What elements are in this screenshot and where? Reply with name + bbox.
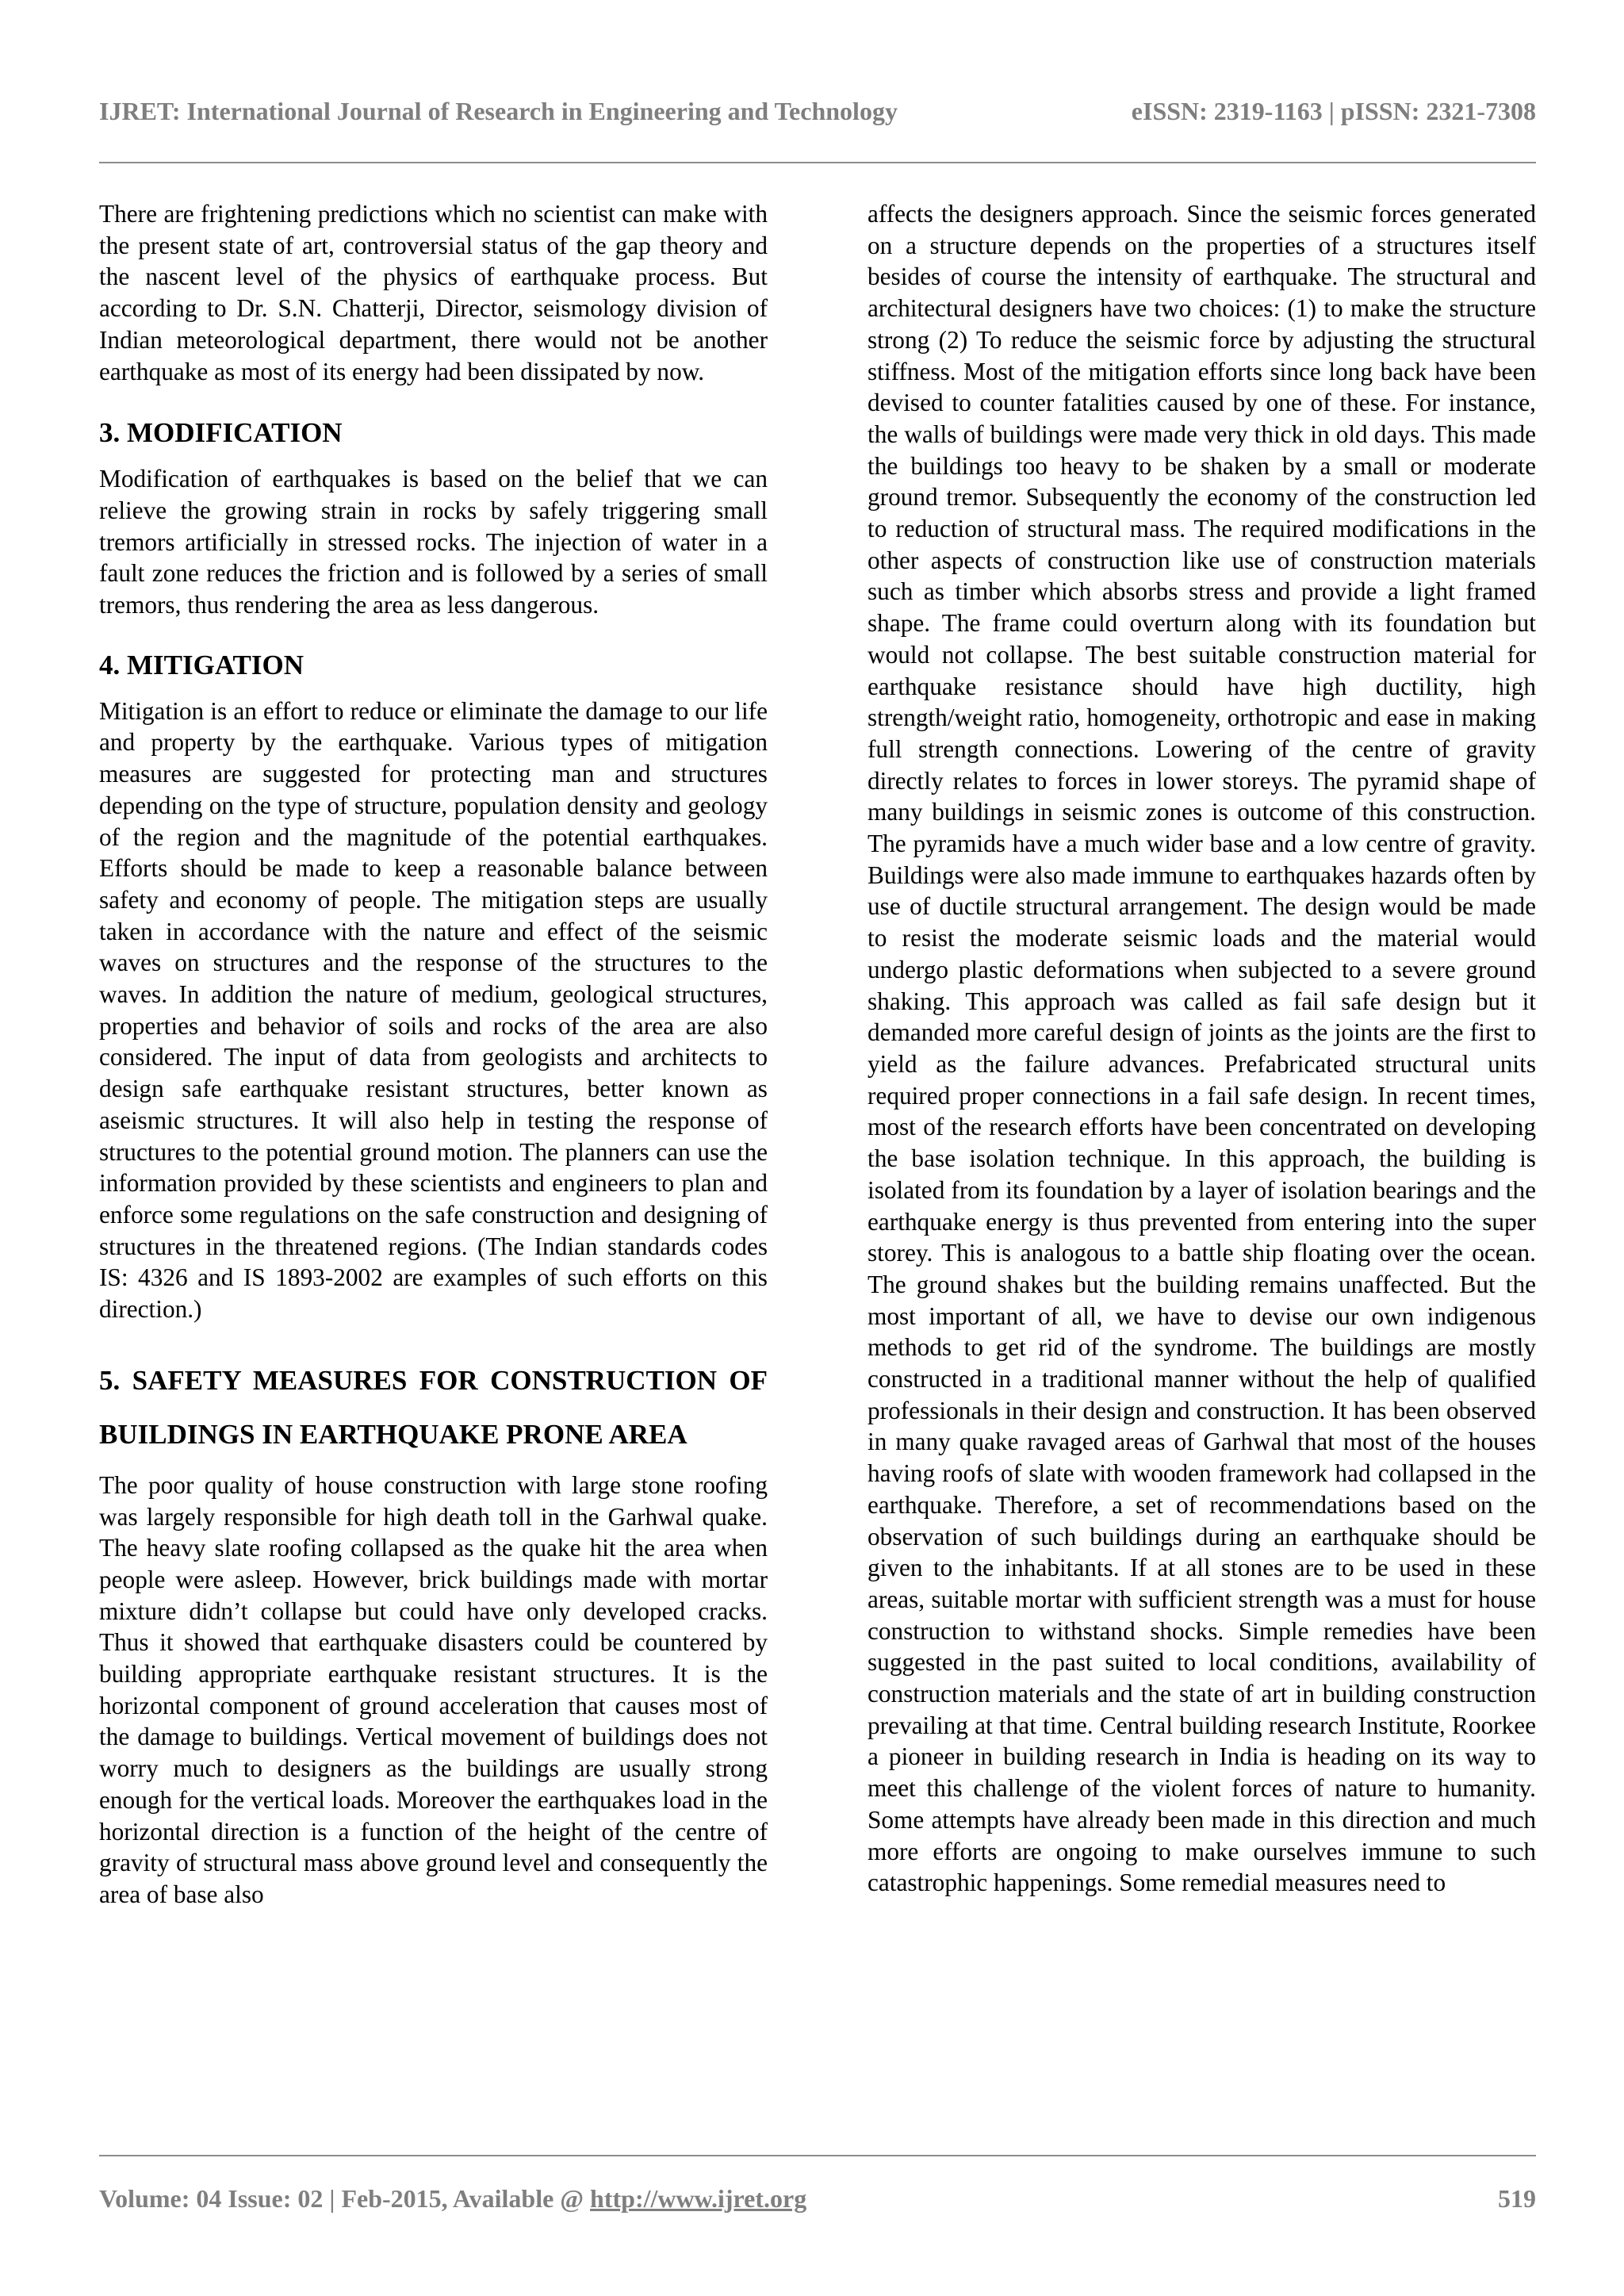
running-footer (99, 2184, 1536, 2224)
header-rule (99, 162, 1536, 163)
volume-text: Volume: 04 Issue: 02 | Feb-2015, Available @ (99, 2184, 591, 2213)
right-column (868, 198, 1536, 2125)
section-5-heading: 5. SAFETY MEASURES FOR CONSTRUCTION OF BUILDINGS IN EARTHQUAKE PRONE AREA (99, 1364, 768, 1450)
running-header (99, 97, 1536, 136)
section-3-paragraph: Modification of earthquakes is based on the belief that we can relieve the growing strain in rocks by safely triggering small tremors artificially in stressed rocks. The injection of water in a fault zone reduces the friction and is followed by a series of small tremors, thus rendering the area as less dangerous. (99, 465, 768, 619)
section-5-continuation-paragraph: affects the designers approach. Since the seismic forces generated on a structure depends on the properties of a structures itself besides of course the intensity of earthquake. The structural and architectural designers have two choices: (1) to make the structure strong (2) To reduce the seismic force by adjusting the structural stiffness. Most of the mitigation efforts since long back have been devised to counter fatalities caused by one of these. For instance, the walls of buildings were made very thick in old days. This made the buildings too heavy to be shaken by a small or moderate ground tremor. Subsequently the economy of the construction led to reduction of structural mass. The required modifications in the other aspects of construction like use of construction materials such as timber which absorbs stress and provide a light framed shape. The frame could overturn along with its foundation but would not collapse. The best suitable construction material for earthquake resistance should have high ductility, high strength/weight ratio, homogeneity, orthotropic and ease in making full strength connections. Lowering of the centre of gravity directly relates to forces in lower storeys. The pyramid shape of many buildings in seismic zones is outcome of this construction. The pyramids have a much wider base and a low centre of gravity. Buildings were also made immune to earthquakes hazards often by use of ductile structural arrangement. The design would be made to resist the moderate seismic loads and the material would undergo plastic deformations when subjected to a severe ground shaking. This approach was called as fail safe design but it demanded more careful design of joints as the joints are the first to yield as the failure advances. Prefabricated structural units required proper connections in a fail safe design. In recent times, most of the research efforts have been concentrated on developing the base isolation technique. In this approach, the building is isolated from its foundation by a layer of isolation bearings and the earthquake energy is thus prevented from entering into the super storey. This is analogous to a battle ship floating over the ocean. The ground shakes but the building remains unaffected. But the most important of all, we have to devise our own indigenous methods to get rid of the syndrome. The buildings are mostly constructed in a traditional manner without the help of qualified professionals in their design and construction. It has been observed in many quake ravaged areas of Garhwal that most of the houses having roofs of slate with wooden framework had collapsed in the earthquake. Therefore, a set of recommendations based on the observation of such buildings during an earthquake should be given to the inhabitants. If at all stones are to be used in these areas, suitable mortar with sufficient strength was a must for house construction to withstand shocks. Simple remedies have been suggested in the past suited to local conditions, availability of construction materials and the state of art in building construction prevailing at that time. Central building research Institute, Roorkee a pioneer in building research in India is heading on its way to meet this challenge of the violent forces of nature to humanity. Some attempts have already been made in this direction and much more efforts are ongoing to make ourselves immune to such catastrophic happenings. Some remedial measures need to (868, 200, 1536, 1897)
section-4-paragraph: Mitigation is an effort to reduce or eliminate the damage to our life and property by the earthquake. Various types of mitigation measures are suggested for protecting man and structures depending on the type of structure, population density and geology of the region and the magnitude of the potential earthquakes. Efforts should be made to keep a reasonable balance between safety and economy of people. The mitigation steps are usually taken in accordance with the nature and effect of the seismic waves on structures and the response of the structures to the waves. In addition the nature of medium, geological structures, properties and behavior of soils and rocks of the area are also considered. The input of data from geologists and architects to design safe earthquake resistant structures, better known as aseismic structures. It will also help in testing the response of structures to the potential ground motion. The planners can use the information provided by these scientists and engineers to plan and enforce some regulations on the safe construction and designing of structures in the threatened regions. (The Indian standards codes IS: 4326 and IS 1893-2002 are examples of such efforts on this direction.) (99, 696, 768, 1324)
section-4-heading: 4. MITIGATION (99, 649, 304, 680)
section-3-heading: 3. MODIFICATION (99, 417, 343, 449)
footer-rule (99, 2155, 1536, 2156)
volume-info (99, 2184, 806, 2214)
section-5-paragraph: The poor quality of house construction with large stone roofing was largely responsible for high death toll in the Garhwal quake. The heavy slate roofing collapsed as the quake hit the area when people were asleep. However, brick buildings made with mortar mixture didn’t collapse but could have only developed cracks. Thus it showed that earthquake disasters could be countered by building appropriate earthquake resistant structures. It is the horizontal component of ground acceleration that causes most of the damage to buildings. Vertical movement of buildings does not worry much to designers as the buildings are usually strong enough for the vertical loads. Moreover the earthquakes load in the horizontal direction is a function of the height of the centre of gravity of structural mass above ground level and consequently the area of base also (99, 1470, 768, 1908)
left-column (99, 198, 768, 2125)
intro-paragraph: There are frightening predictions which no scientist can make with the present state of art, controversial status of the gap theory and the nascent level of the physics of earthquake process. But according to Dr. S.N. Chatterji, Director, seismology division of Indian meteorological department, there would not be another earthquake as most of its energy had been dissipated by now. (99, 200, 768, 385)
journal-name: IJRET: International Journal of Research in Engineering and Technology (99, 97, 898, 125)
page-number: 519 (1498, 2184, 1536, 2213)
issn-info: eISSN: 2319-1163 | pISSN: 2321-7308 (1131, 97, 1536, 125)
journal-url-link[interactable]: http://www.ijret.org (590, 2184, 807, 2213)
